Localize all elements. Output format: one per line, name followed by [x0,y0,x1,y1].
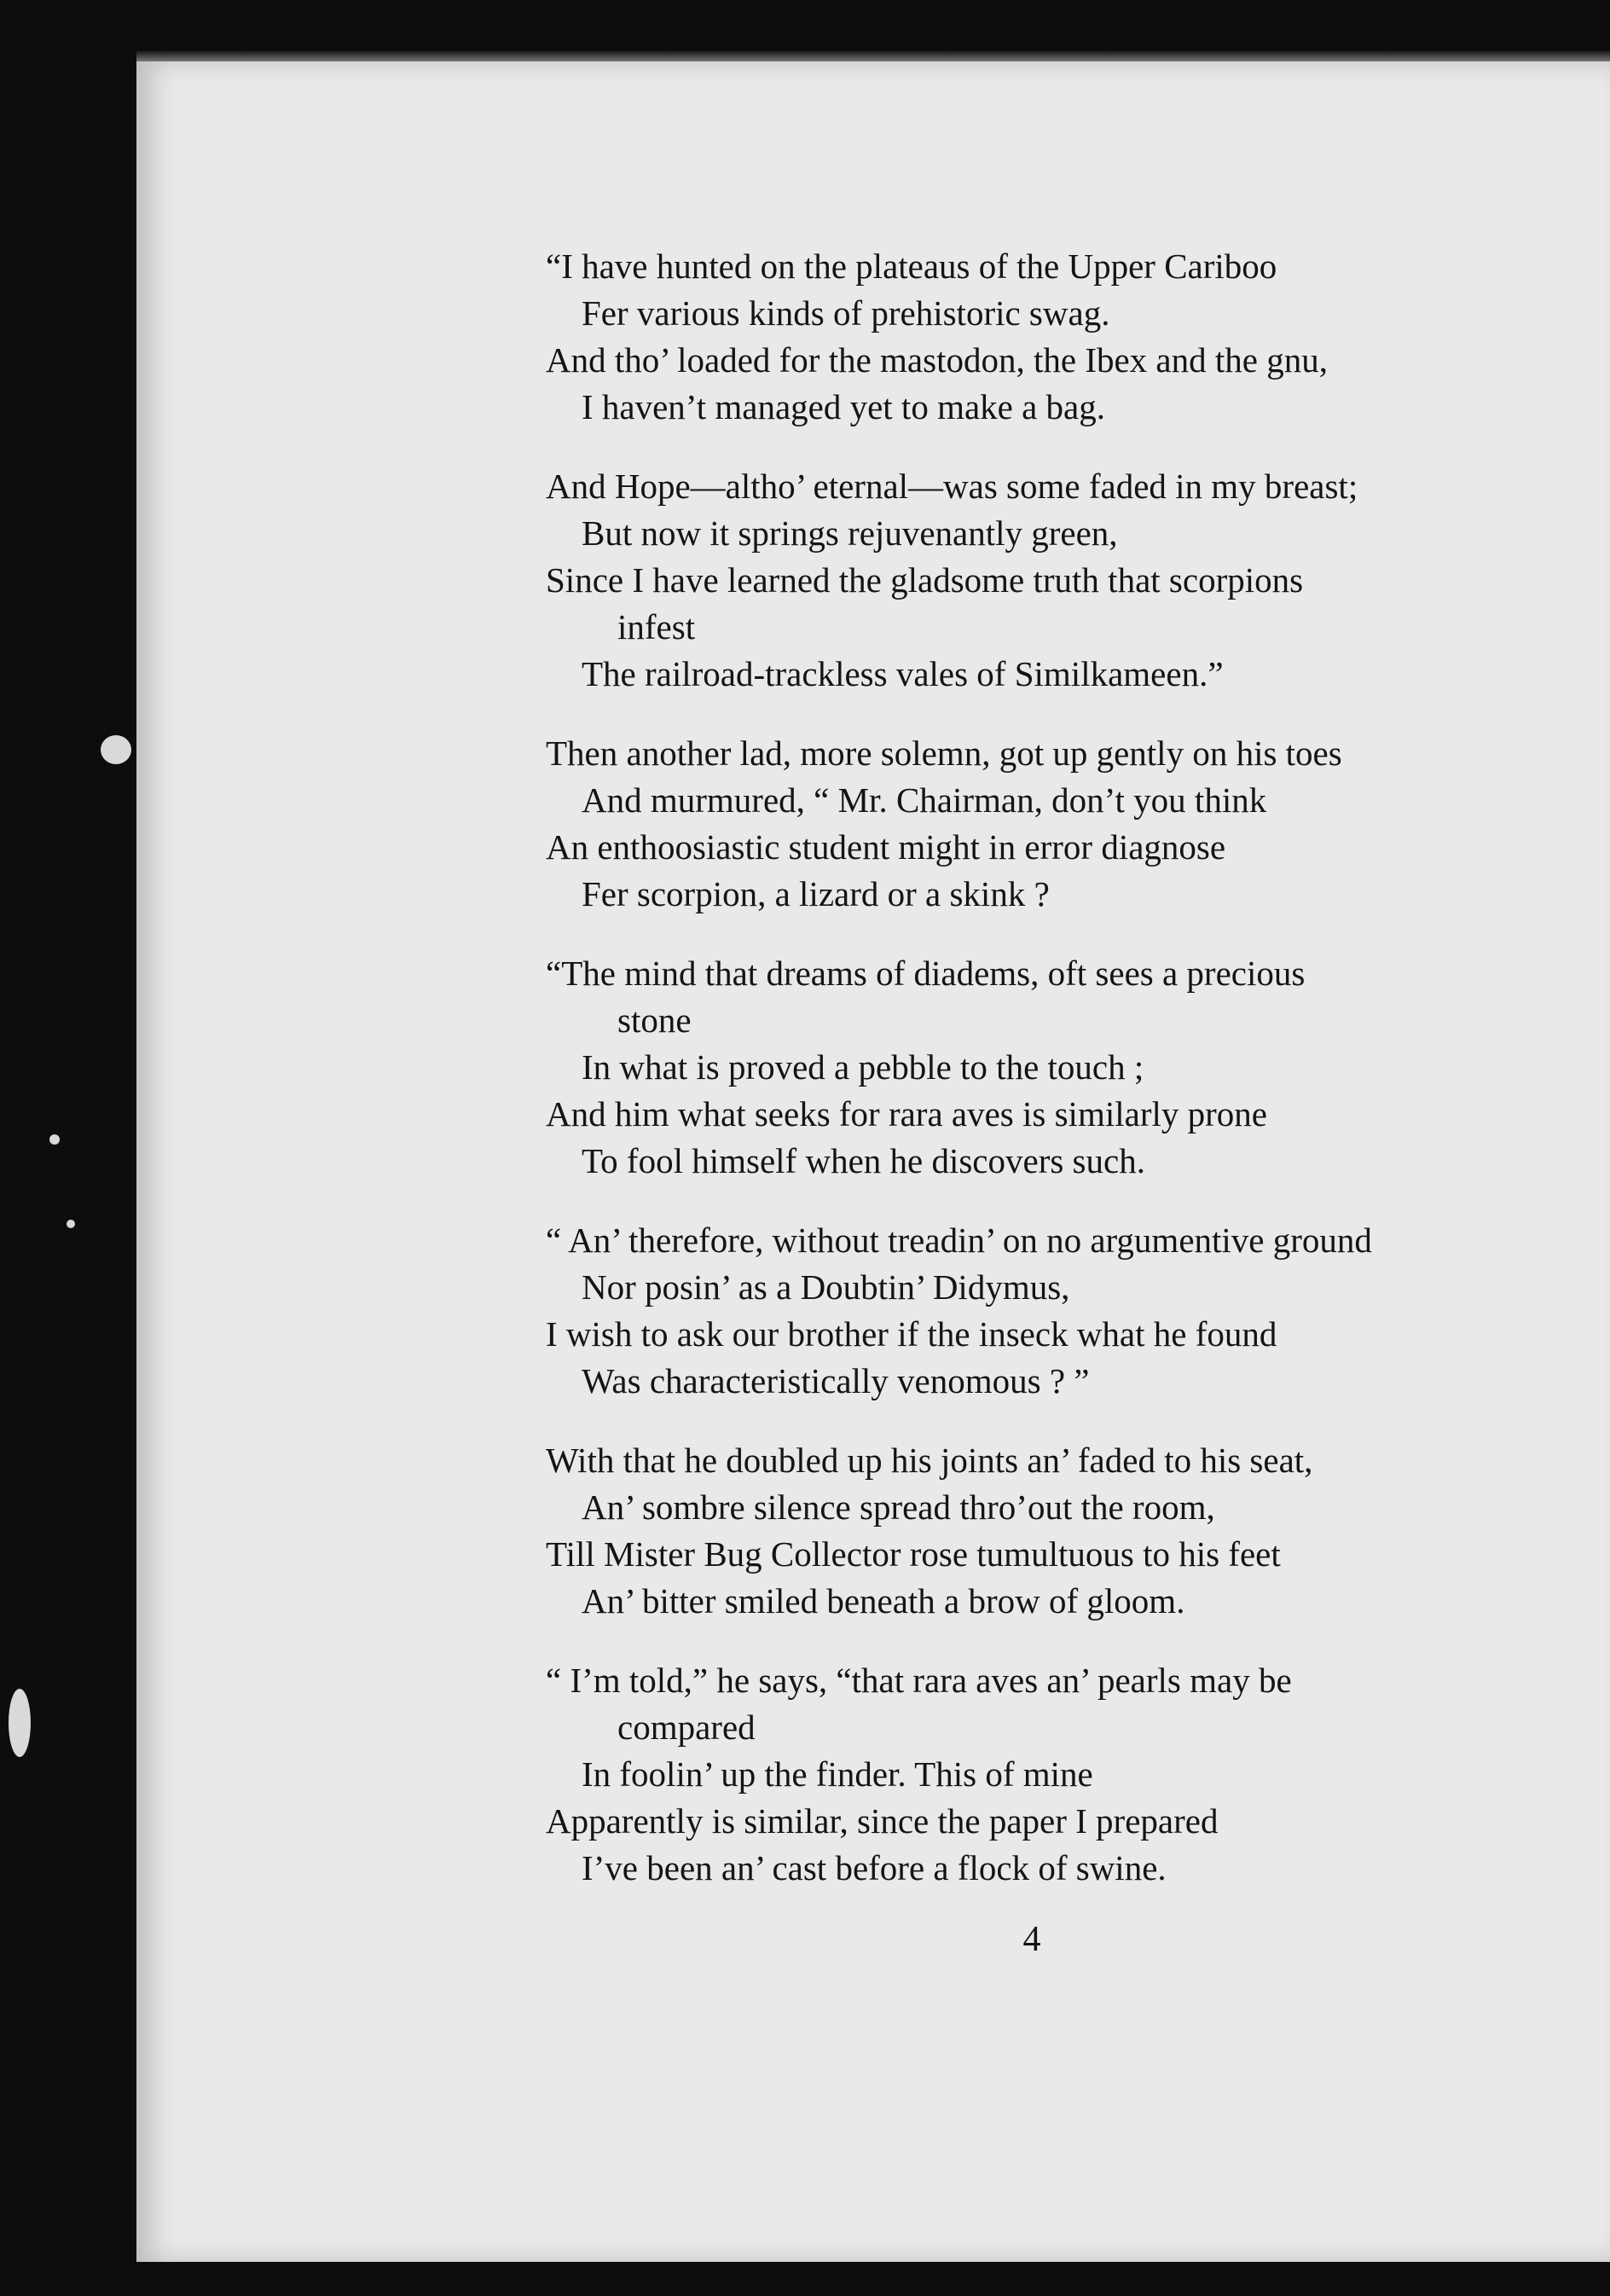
poem-line: “The mind that dreams of diadems, oft sees a precious [546,954,1306,993]
stanza [546,730,1543,918]
poem-line: I wish to ask our brother if the inseck what he found [546,1314,1277,1354]
poem-line: And Hope—altho’ eternal—was some faded in my breast; [546,467,1358,506]
poem-line-continuation: stone [617,1000,692,1040]
poem-line: And murmured, “ Mr. Chairman, don’t you think [582,780,1267,820]
poem-line: “ An’ therefore, without treadin’ on no argumentive ground [546,1220,1372,1260]
scan-fleck [101,735,131,764]
poem-line: And him what seeks for rara aves is similarly prone [546,1094,1267,1134]
stanza [546,1657,1543,1892]
poem-line: Fer various kinds of prehistoric swag. [582,293,1110,333]
poem-line-continuation: infest [617,607,696,646]
poem-line: Then another lad, more solemn, got up gently on his toes [546,733,1342,773]
poem-line: Till Mister Bug Collector rose tumultuous to his feet [546,1534,1281,1574]
poem-text [546,243,1543,1924]
poem-line: An’ bitter smiled beneath a brow of gloom. [582,1581,1185,1621]
poem-line: “I have hunted on the plateaus of the Upper Cariboo [546,246,1277,286]
poem-line: I haven’t managed yet to make a bag. [582,387,1105,426]
poem-line: Since I have learned the gladsome truth that scorpions [546,560,1304,600]
poem-line: An enthoosiastic student might in error diagnose [546,827,1226,867]
poem-line: The railroad-trackless vales of Similkameen.” [582,654,1224,693]
stanza [546,463,1543,698]
poem-line: In foolin’ up the finder. This of mine [582,1754,1093,1794]
poem-line: Fer scorpion, a lizard or a skink ? [582,874,1050,913]
stanza [546,243,1543,431]
poem-line: Nor posin’ as a Doubtin’ Didymus, [582,1267,1070,1307]
poem-line-continuation: compared [617,1708,756,1747]
poem-line: And tho’ loaded for the mastodon, the Ibex and the gnu, [546,340,1328,380]
scan-fleck [67,1220,75,1228]
poem-line: Was characteristically venomous ? ” [582,1361,1090,1400]
scan-fleck [9,1689,31,1757]
poem-line: In what is proved a pebble to the touch ; [582,1047,1144,1087]
stanza [546,1437,1543,1625]
stanza [546,1217,1543,1405]
poem-line: An’ sombre silence spread thro’out the room, [582,1487,1215,1527]
poem-line: But now it springs rejuvenantly green, [582,513,1118,553]
poem-line: To fool himself when he discovers such. [582,1141,1145,1180]
poem-line: With that he doubled up his joints an’ faded to his seat, [546,1441,1313,1480]
poem-line: “ I’m told,” he says, “that rara aves an’ pearls may be [546,1661,1292,1700]
poem-line: Apparently is similar, since the paper I prepared [546,1801,1219,1841]
page-number: 4 [1022,1920,1041,1959]
scan-fleck [49,1134,60,1145]
poem-line: I’ve been an’ cast before a flock of swine. [582,1848,1167,1887]
stanza [546,950,1543,1185]
